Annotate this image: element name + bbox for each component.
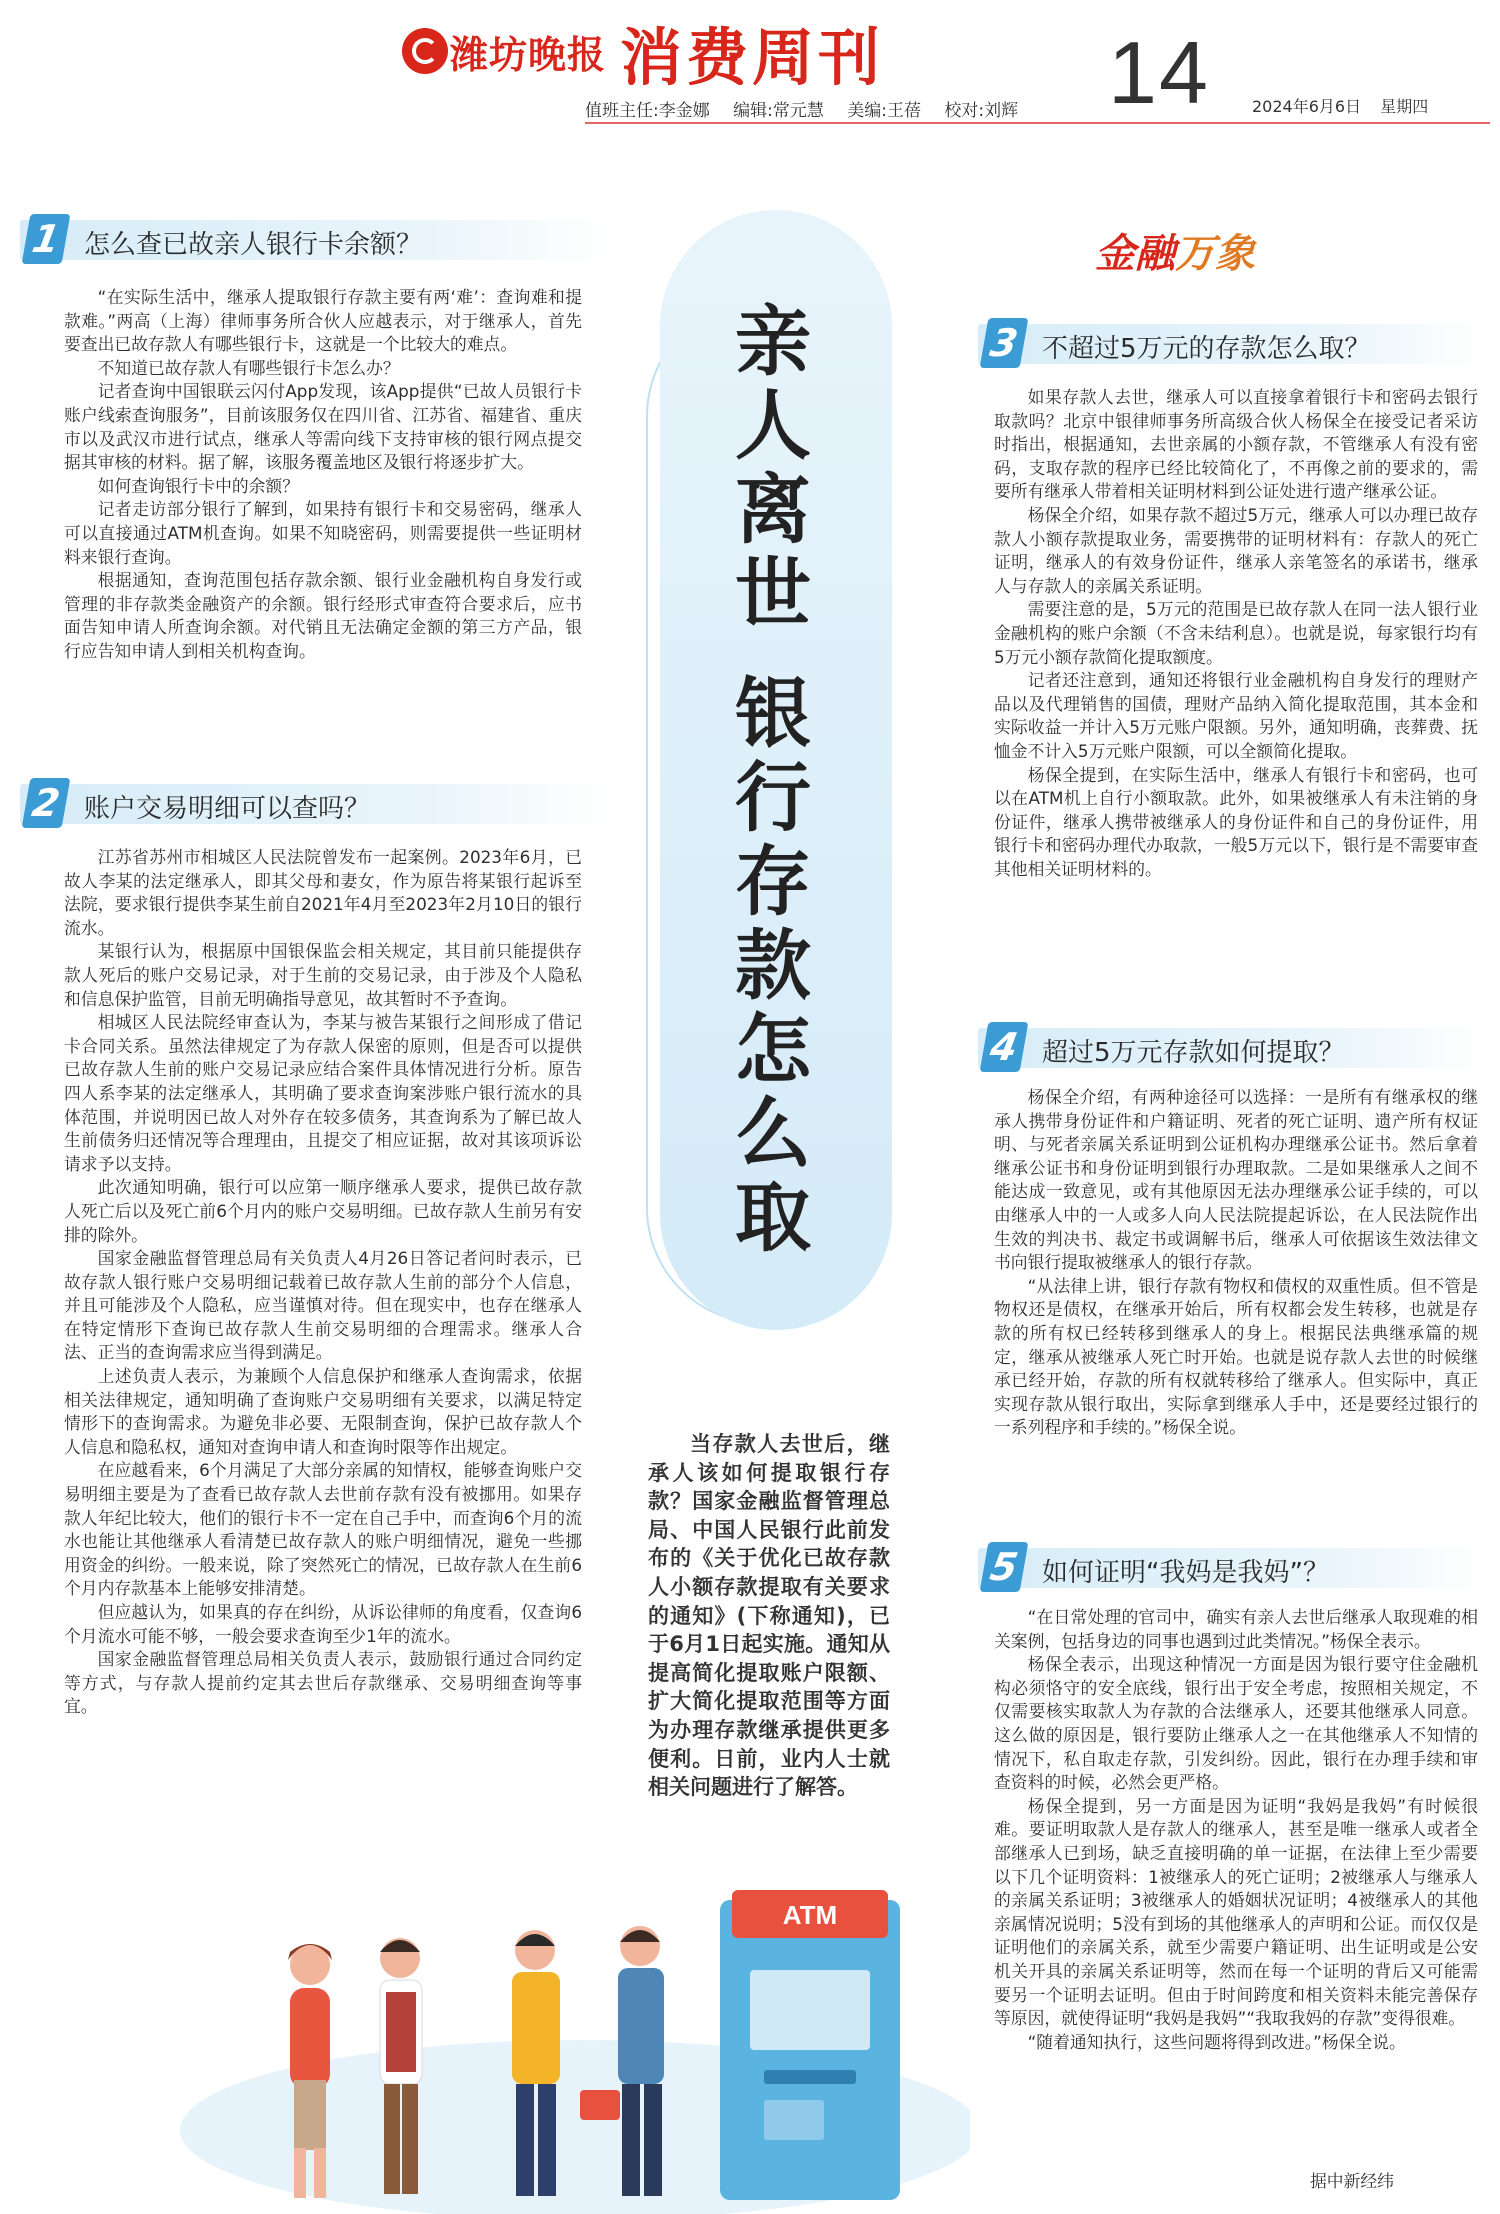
staff-credit: 校对:刘辉 xyxy=(944,101,1019,121)
headline-line-2: 银行存款怎么取 xyxy=(735,669,811,1262)
paragraph: 杨保全介绍，有两种途径可以选择：一是所有有继承权的继承人携带身份证件和户籍证明、死者的死亡证明、遗产所有权证明、与死者亲属关系证明到公证机构办理继承公证书。然后拿着继承公证书和身份证明到银行办理取款。二是如果继承人之间不能达成一致意见，或有其他原因无法办理继承公证手续的，可以由继承人中的一人或多人向人民法院提起诉讼，在人民法院作出生效的判决书、裁定书或调解书后，继承人可依据该生效法律文书向银行提取被继承人的银行存款。 xyxy=(994,1087,1478,1273)
section-title: 怎么查已故亲人银行卡余额？ xyxy=(84,230,423,260)
section-number: 4 xyxy=(980,1022,1029,1072)
source-credit: 据中新经纬 xyxy=(1310,2171,1394,2191)
lead-text: 当存款人去世后，继承人该如何提取银行存款？国家金融监督管理总局、中国人民银行此前发布的《关于优化已故存款人小额存款提取有关要求的通知》(下称通知)，已于6月1日起实施。通知从提高简化提取账户限额、扩大简化提取范围等方面为办理存款继承提供更多便利。日前，业内人士就相关问题进行了解答。 xyxy=(648,1432,890,1800)
column-brand xyxy=(1095,222,1255,279)
paragraph: 不知道已故存款人有哪些银行卡怎么办？ xyxy=(97,357,400,378)
masthead-divider xyxy=(585,122,1490,124)
section-number: 1 xyxy=(22,214,71,264)
section-title: 账户交易明细可以查吗？ xyxy=(84,794,371,824)
headline-line-1: 亲人离世 xyxy=(735,297,811,638)
section-title: 不超过5万元的存款怎么取？ xyxy=(1042,334,1371,364)
atm-illustration xyxy=(160,1880,970,2214)
section-heading-1 xyxy=(20,218,610,262)
paragraph: 如何查询银行卡中的余额？ xyxy=(97,475,299,496)
paragraph: 记者走访部分银行了解到，如果持有银行卡和交易密码，继承人可以直接通过ATM机查询。如果不知晓密码，则需要提供一些证明材料来银行查询。 xyxy=(64,499,582,567)
section-body-4 xyxy=(994,1086,1478,1440)
section-number: 3 xyxy=(980,318,1029,368)
lead-paragraph xyxy=(648,1430,890,1802)
paragraph: 但应越认为，如果真的存在纠纷，从诉讼律师的角度看，仅查询6个月流水可能不够，一般会要求查询至少1年的流水。 xyxy=(64,1602,582,1646)
issue-date xyxy=(1252,94,1442,117)
column-brand-part-2: 万象 xyxy=(1175,231,1255,277)
briefcase-icon xyxy=(580,2090,620,2120)
paragraph: 相城区人民法院经审查认为，李某与被告某银行之间形成了借记卡合同关系。虽然法律规定了为存款人保密的原则，但是否可以提供已故存款人生前的账户交易记录应结合案件具体情况进行分析。原告四人系李某的法定继承人，其明确了要求查询案涉账户银行流水的具体范围，并说明因已故人对外存在较多债务，其查询系为了解已故人生前债务归还情况等合理理由，且提交了相应证据，故对其该项诉讼请求予以支持。 xyxy=(64,1012,582,1174)
section-body-3 xyxy=(994,386,1478,881)
atm-label: ATM xyxy=(782,1900,838,1930)
paragraph: “在实际生活中，继承人提取银行存款主要有两‘难’：查询难和提款难。”两高（上海）律师事务所合伙人应越表示，对于继承人，首先要查出已故存款人有哪些银行卡，这就是一个比较大的难点。 xyxy=(64,287,582,355)
paragraph: “在日常处理的官司中，确实有亲人去世后继承人取现难的相关案例，包括身边的同事也遇到过此类情况。”杨保全表示。 xyxy=(994,1607,1478,1651)
section-heading-3 xyxy=(978,322,1486,366)
main-headline xyxy=(718,297,828,1262)
section-number: 2 xyxy=(22,778,71,828)
paragraph: 国家金融监督管理总局相关负责人表示，鼓励银行通过合同约定等方式，与存款人提前约定其去世后存款继承、交易明细查询等事宜。 xyxy=(64,1649,582,1717)
section-heading-4 xyxy=(978,1026,1486,1070)
staff-credits xyxy=(585,96,1036,121)
paragraph: 杨保全提到，另一方面是因为证明“我妈是我妈”有时候很难。要证明取款人是存款人的继承人，甚至是唯一继承人或者全部继承人已到场，缺乏直接明确的单一证据，在法律上至少需要以下几个证明资料：1被继承人的死亡证明；2被继承人与继承人的亲属关系证明；3被继承人的婚姻状况证明；4被继承人的其他亲属情况说明；5没有到场的其他继承人的声明和公证。而仅仅是证明他们的亲属关系，就至少需要户籍证明、出生证明或是公安机关开具的亲属关系证明等，然而在每一个证明的背后又可能需要另一个证明去证明。但由于时间跨度和相关资料未能完善保存等原因，就使得证明“我妈是我妈”“我取我妈的存款”变得很难。 xyxy=(994,1795,1478,2029)
paragraph: 杨保全表示，出现这种情况一方面是因为银行要守住金融机构必须恪守的安全底线，银行出于安全考虑，按照相关规定，不仅需要核实取款人为存款的合法继承人，还要其他继承人同意。这么做的原因是，银行要防止继承人之一在其他继承人不知情的情况下，私自取走存款，引发纠纷。因此，银行在办理手续和审查资料的时候，必然会更严格。 xyxy=(994,1654,1478,1793)
newspaper-logo: 潍坊晚报 xyxy=(450,33,607,77)
staff-credit: 编辑:常元慧 xyxy=(733,101,824,121)
paragraph: “从法律上讲，银行存款有物权和债权的双重性质。但不管是物权还是债权，在继承开始后，所有权都会发生转移，也就是存款的所有权已经转移到继承人的身上。根据民法典继承篇的规定，继承从被继承人死亡时开始。也就是说存款人去世的时候继承已经开始，存款的所有权就转移给了继承人。但实际中，真正实现存款从银行取出，实际拿到继承人手中，还是要经过银行的一系列程序和手续的。”杨保全说。 xyxy=(994,1275,1478,1438)
paragraph: 需要注意的是，5万元的范围是已故存款人在同一法人银行业金融机构的账户余额（不含未结利息）。也就是说，每家银行均有5万元小额存款简化提取额度。 xyxy=(994,599,1478,667)
section-heading-5 xyxy=(978,1546,1486,1590)
paragraph: 国家金融监督管理总局有关负责人4月26日答记者问时表示，已故存款人银行账户交易明细记载着已故存款人生前的部分个人信息，并且可能涉及个人隐私，应当谨慎对待。但在现实中，也存在继承人在特定情形下查询已故存款人生前交易明细的合理需求。继承人合法、正当的查询需求应当得到满足。 xyxy=(64,1248,582,1363)
section-title: 如何证明“我妈是我妈”？ xyxy=(1042,1558,1329,1588)
section-title: 超过5万元存款如何提取？ xyxy=(1042,1038,1345,1068)
column-brand-part-1: 金融 xyxy=(1095,231,1175,277)
atm-machine-icon xyxy=(720,1890,900,2200)
paragraph: 杨保全介绍，如果存款不超过5万元，继承人可以办理已故存款人小额存款提取业务，需要携带的证明材料有：存款人的死亡证明，继承人的有效身份证件，继承人亲笔签名的承诺书，继承人与存款人的亲属关系证明。 xyxy=(994,504,1478,596)
section-number: 5 xyxy=(980,1542,1029,1592)
paragraph: 在应越看来，6个月满足了大部分亲属的知情权，能够查询账户交易明细主要是为了查看已故存款人去世前存款有没有被挪用。如果存款人年纪比较大，他们的银行卡不一定在自己手中，而查询6个月的流水也能让其他继承人看清楚已故存款人的账户明细情况，避免一些挪用资金的纠纷。一般来说，除了突然死亡的情况，已故存款人在生前6个月内存款基本上能够安排清楚。 xyxy=(64,1460,582,1599)
paragraph: 记者还注意到，通知还将银行业金融机构自身发行的理财产品以及代理销售的国债，理财产品纳入简化提取范围，其本金和实际收益一并计入5万元账户限额。另外，通知明确，丧葬费、抚恤金不计入5万元账户限额，可以全额简化提取。 xyxy=(994,670,1478,761)
page-number: 14 xyxy=(1108,23,1210,122)
paragraph: 此次通知明确，银行可以应第一顺序继承人要求，提供已故存款人死亡后以及死亡前6个月内的账户交易明细。已故存款人生前另有安排的除外。 xyxy=(64,1177,582,1245)
section-body-2 xyxy=(64,846,582,1719)
paragraph: 根据通知，查询范围包括存款余额、银行业金融机构自身发行或管理的非存款类金融资产的余额。银行经形式审查符合要求后，应书面告知申请人所查询余额。对代销且无法确定金额的第三方产品，银行应告知申请人到相关机构查询。 xyxy=(64,570,582,661)
paragraph: 某银行认为，根据原中国银保监会相关规定，其目前只能提供存款人死后的账户交易记录，对于生前的交易记录，由于涉及个人隐私和信息保护监管，目前无明确指导意见，故其暂时不予查询。 xyxy=(64,941,582,1009)
paragraph: 杨保全提到，在实际生活中，继承人有银行卡和密码，也可以在ATM机上自行小额取款。此外，如果被继承人有未注销的身份证件，继承人携带被继承人的身份证件和自己的身份证件，用银行卡和密码办理代办取款，一般5万元以下，银行是不需要审查其他相关证明材料的。 xyxy=(994,764,1478,879)
staff-credit: 值班主任:李金娜 xyxy=(585,101,710,121)
paragraph: 江苏省苏州市相城区人民法院曾发布一起案例。2023年6月，已故人李某的法定继承人，即其父母和妻女，作为原告将某银行起诉至法院，要求银行提供李某生前自2021年4月至2023年2月10日的银行流水。 xyxy=(64,847,582,938)
staff-credit: 美编:王蓓 xyxy=(847,101,922,121)
section-heading-2 xyxy=(20,782,610,826)
paragraph: 上述负责人表示，为兼顾个人信息保护和继承人查询需求，依据相关法律规定，通知明确了查询账户交易明细有关要求，以满足特定情形下的查询需求。为避免非必要、无限制查询，保护已故存款人个人信息和隐私权，通知对查询申请人和查询时限等作出规定。 xyxy=(64,1366,582,1457)
logo-mark xyxy=(402,28,448,74)
date-text: 2024年6月6日 xyxy=(1252,97,1362,116)
section-body-5 xyxy=(994,1606,1478,2054)
paragraph: 记者查询中国银联云闪付App发现，该App提供“已故人员银行卡账户线索查询服务”，目前该服务仅在四川省、江苏省、福建省、重庆市以及武汉市进行试点，继承人等需向线下支持审核的银行网点提交据其审核的材料。据了解，该服务覆盖地区及银行将逐步扩大。 xyxy=(64,381,582,473)
section-body-1 xyxy=(64,286,582,664)
paragraph: 如果存款人去世，继承人可以直接拿着银行卡和密码去银行取款吗？北京中银律师事务所高级合伙人杨保全在接受记者采访时指出，根据通知，去世亲属的小额存款，不管继承人有没有密码，支取存款的程序已经比较简化了，不再像之前的要求的，需要所有继承人带着相关证明材料到公证处进行遗产继承公证。 xyxy=(994,387,1478,502)
paragraph: “随着通知执行，这些问题将得到改进。”杨保全说。 xyxy=(1027,2031,1406,2052)
weekday-text: 星期四 xyxy=(1380,97,1429,116)
publication-title: 消费周刊 xyxy=(620,21,885,94)
